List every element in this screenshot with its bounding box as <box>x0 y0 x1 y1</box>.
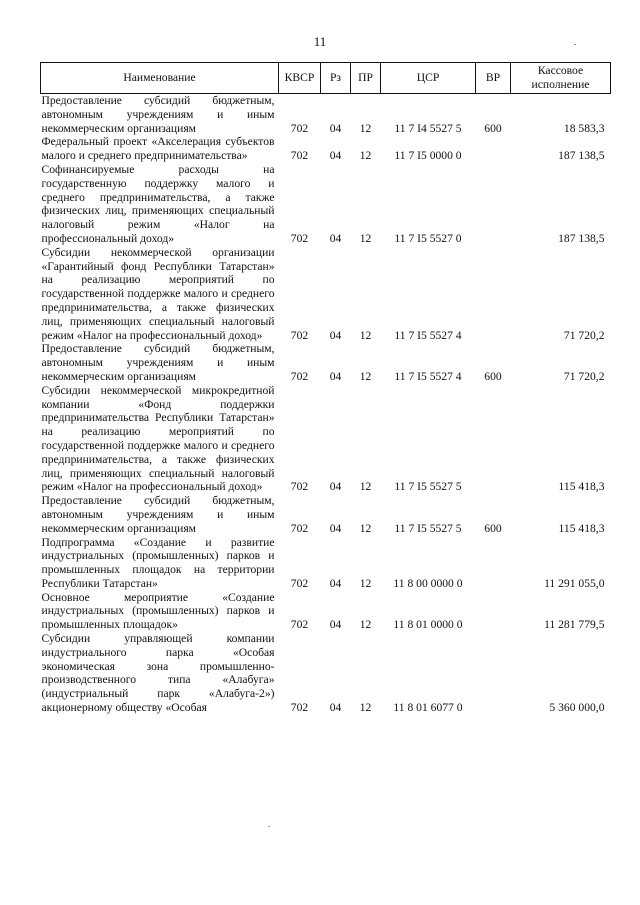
row-vr: 600 <box>484 121 502 135</box>
header-amount: Кассовое исполнение <box>511 63 611 94</box>
header-csr: ЦСР <box>381 63 476 94</box>
row-amount: 187 138,5 <box>558 149 605 163</box>
budget-execution-table <box>40 62 611 715</box>
row-vr <box>476 135 511 163</box>
scan-speck <box>268 826 270 827</box>
row-rz: 04 <box>329 480 342 494</box>
row-name: Субсидии управляющей компании индустриального парка «Особая экономическая зона промышленно-производственного типа «Алабуга» (индустриальный парк «Алабуга-2») акционерному обществу «Особая <box>41 632 275 715</box>
row-pr: 12 <box>359 369 372 383</box>
table-row <box>41 135 611 163</box>
header-kvsr: КВСР <box>279 63 321 94</box>
row-pr: 12 <box>359 576 372 590</box>
row-name: Основное мероприятие «Создание индустриальных (промышленных) парков и промышленных площадок» <box>41 590 275 632</box>
page-number: 11 <box>313 34 327 49</box>
row-name: Предоставление субсидий бюджетным, автономным учреждениям и иным некоммерческим организациям <box>41 494 275 535</box>
row-name: Софинансируемые расходы на государственную поддержку малого и среднего предпринимательства, а также физических лиц, применяющих специальный налоговый режим «Налог на профессиональный доход» <box>41 162 275 245</box>
table-row <box>41 163 611 246</box>
row-pr: 12 <box>359 480 372 494</box>
table-row <box>41 246 611 343</box>
row-amount: 71 720,2 <box>563 328 605 342</box>
row-pr: 12 <box>359 521 372 535</box>
row-name: Субсидии некоммерческой организации «Гарантийный фонд Республики Татарстан» на реализацию мероприятий по государственной поддержке малого и среднего предпринимательства, а также физических лиц, применяющих специальный налоговый режим «Налог на профессиональный доход» <box>41 245 275 342</box>
row-kvsr: 702 <box>290 369 309 383</box>
row-name: Подпрограмма «Создание и развитие индустриальных (промышленных) парков и промышленных площадок на территории Республики Татарстан» <box>41 535 275 590</box>
row-rz: 04 <box>329 701 342 715</box>
row-rz: 04 <box>329 618 342 632</box>
row-amount: 115 418,3 <box>558 521 605 535</box>
table-row <box>41 632 611 715</box>
header-name: Наименование <box>41 63 279 94</box>
row-name: Предоставление субсидий бюджетным, автономным учреждениям и иным некоммерческим организациям <box>41 94 275 135</box>
row-vr: 600 <box>484 521 502 535</box>
row-csr: 11 7 I5 5527 4 <box>394 369 462 383</box>
header-vr: ВР <box>476 63 511 94</box>
row-rz: 04 <box>329 231 342 245</box>
row-csr: 11 7 I5 5527 4 <box>394 328 462 342</box>
row-vr <box>476 536 511 591</box>
row-amount: 187 138,5 <box>558 231 605 245</box>
row-amount: 11 291 055,0 <box>544 576 605 590</box>
row-kvsr: 702 <box>290 521 309 535</box>
header-rz: Рз <box>321 63 351 94</box>
row-csr: 11 7 I5 5527 0 <box>394 231 462 245</box>
row-vr <box>476 384 511 494</box>
table-row <box>41 494 611 535</box>
row-vr <box>476 163 511 246</box>
row-pr: 12 <box>359 328 372 342</box>
row-name: Субсидии некоммерческой микрокредитной компании «Фонд поддержки предпринимательства Республики Татарстан» на реализацию мероприятий по государственной поддержке малого и среднего предпринимательства, а также физических лиц, применяющих специальный налоговый режим «Налог на профессиональный доход» <box>41 383 275 494</box>
row-csr: 11 7 I5 5527 5 <box>394 480 462 494</box>
row-amount: 11 281 779,5 <box>544 618 605 632</box>
header-pr: ПР <box>351 63 381 94</box>
row-csr: 11 7 I5 5527 5 <box>394 521 462 535</box>
row-pr: 12 <box>359 149 372 163</box>
row-amount: 71 720,2 <box>563 369 605 383</box>
row-pr: 12 <box>359 701 372 715</box>
row-vr: 600 <box>484 369 502 383</box>
table-row <box>41 591 611 632</box>
row-rz: 04 <box>329 121 342 135</box>
row-pr: 12 <box>359 121 372 135</box>
table-row <box>41 342 611 383</box>
row-csr: 11 7 I5 0000 0 <box>394 149 462 163</box>
row-kvsr: 702 <box>290 231 309 245</box>
scan-speck <box>574 44 576 45</box>
row-rz: 04 <box>329 328 342 342</box>
table-row <box>41 536 611 591</box>
row-pr: 12 <box>359 231 372 245</box>
row-vr <box>476 632 511 715</box>
row-vr <box>476 591 511 632</box>
table-row <box>41 94 611 136</box>
row-pr: 12 <box>359 618 372 632</box>
row-amount: 18 583,3 <box>563 121 605 135</box>
row-kvsr: 702 <box>290 701 309 715</box>
row-amount: 5 360 000,0 <box>549 701 605 715</box>
row-kvsr: 702 <box>290 480 309 494</box>
row-csr: 11 8 00 0000 0 <box>393 576 463 590</box>
row-csr: 11 7 I4 5527 5 <box>394 121 462 135</box>
row-csr: 11 8 01 0000 0 <box>393 618 463 632</box>
table-header-row <box>41 63 611 94</box>
table-row <box>41 384 611 494</box>
row-rz: 04 <box>329 149 342 163</box>
row-name: Предоставление субсидий бюджетным, автономным учреждениям и иным некоммерческим организациям <box>41 342 275 383</box>
row-kvsr: 702 <box>290 618 309 632</box>
row-csr: 11 8 01 6077 0 <box>393 701 463 715</box>
row-rz: 04 <box>329 369 342 383</box>
row-kvsr: 702 <box>290 149 309 163</box>
row-vr <box>476 246 511 343</box>
row-rz: 04 <box>329 576 342 590</box>
row-rz: 04 <box>329 521 342 535</box>
row-kvsr: 702 <box>290 121 309 135</box>
row-amount: 115 418,3 <box>558 480 605 494</box>
row-kvsr: 702 <box>290 576 309 590</box>
row-kvsr: 702 <box>290 328 309 342</box>
row-name: Федеральный проект «Акселерация субъектов малого и среднего предпринимательства» <box>41 135 275 163</box>
